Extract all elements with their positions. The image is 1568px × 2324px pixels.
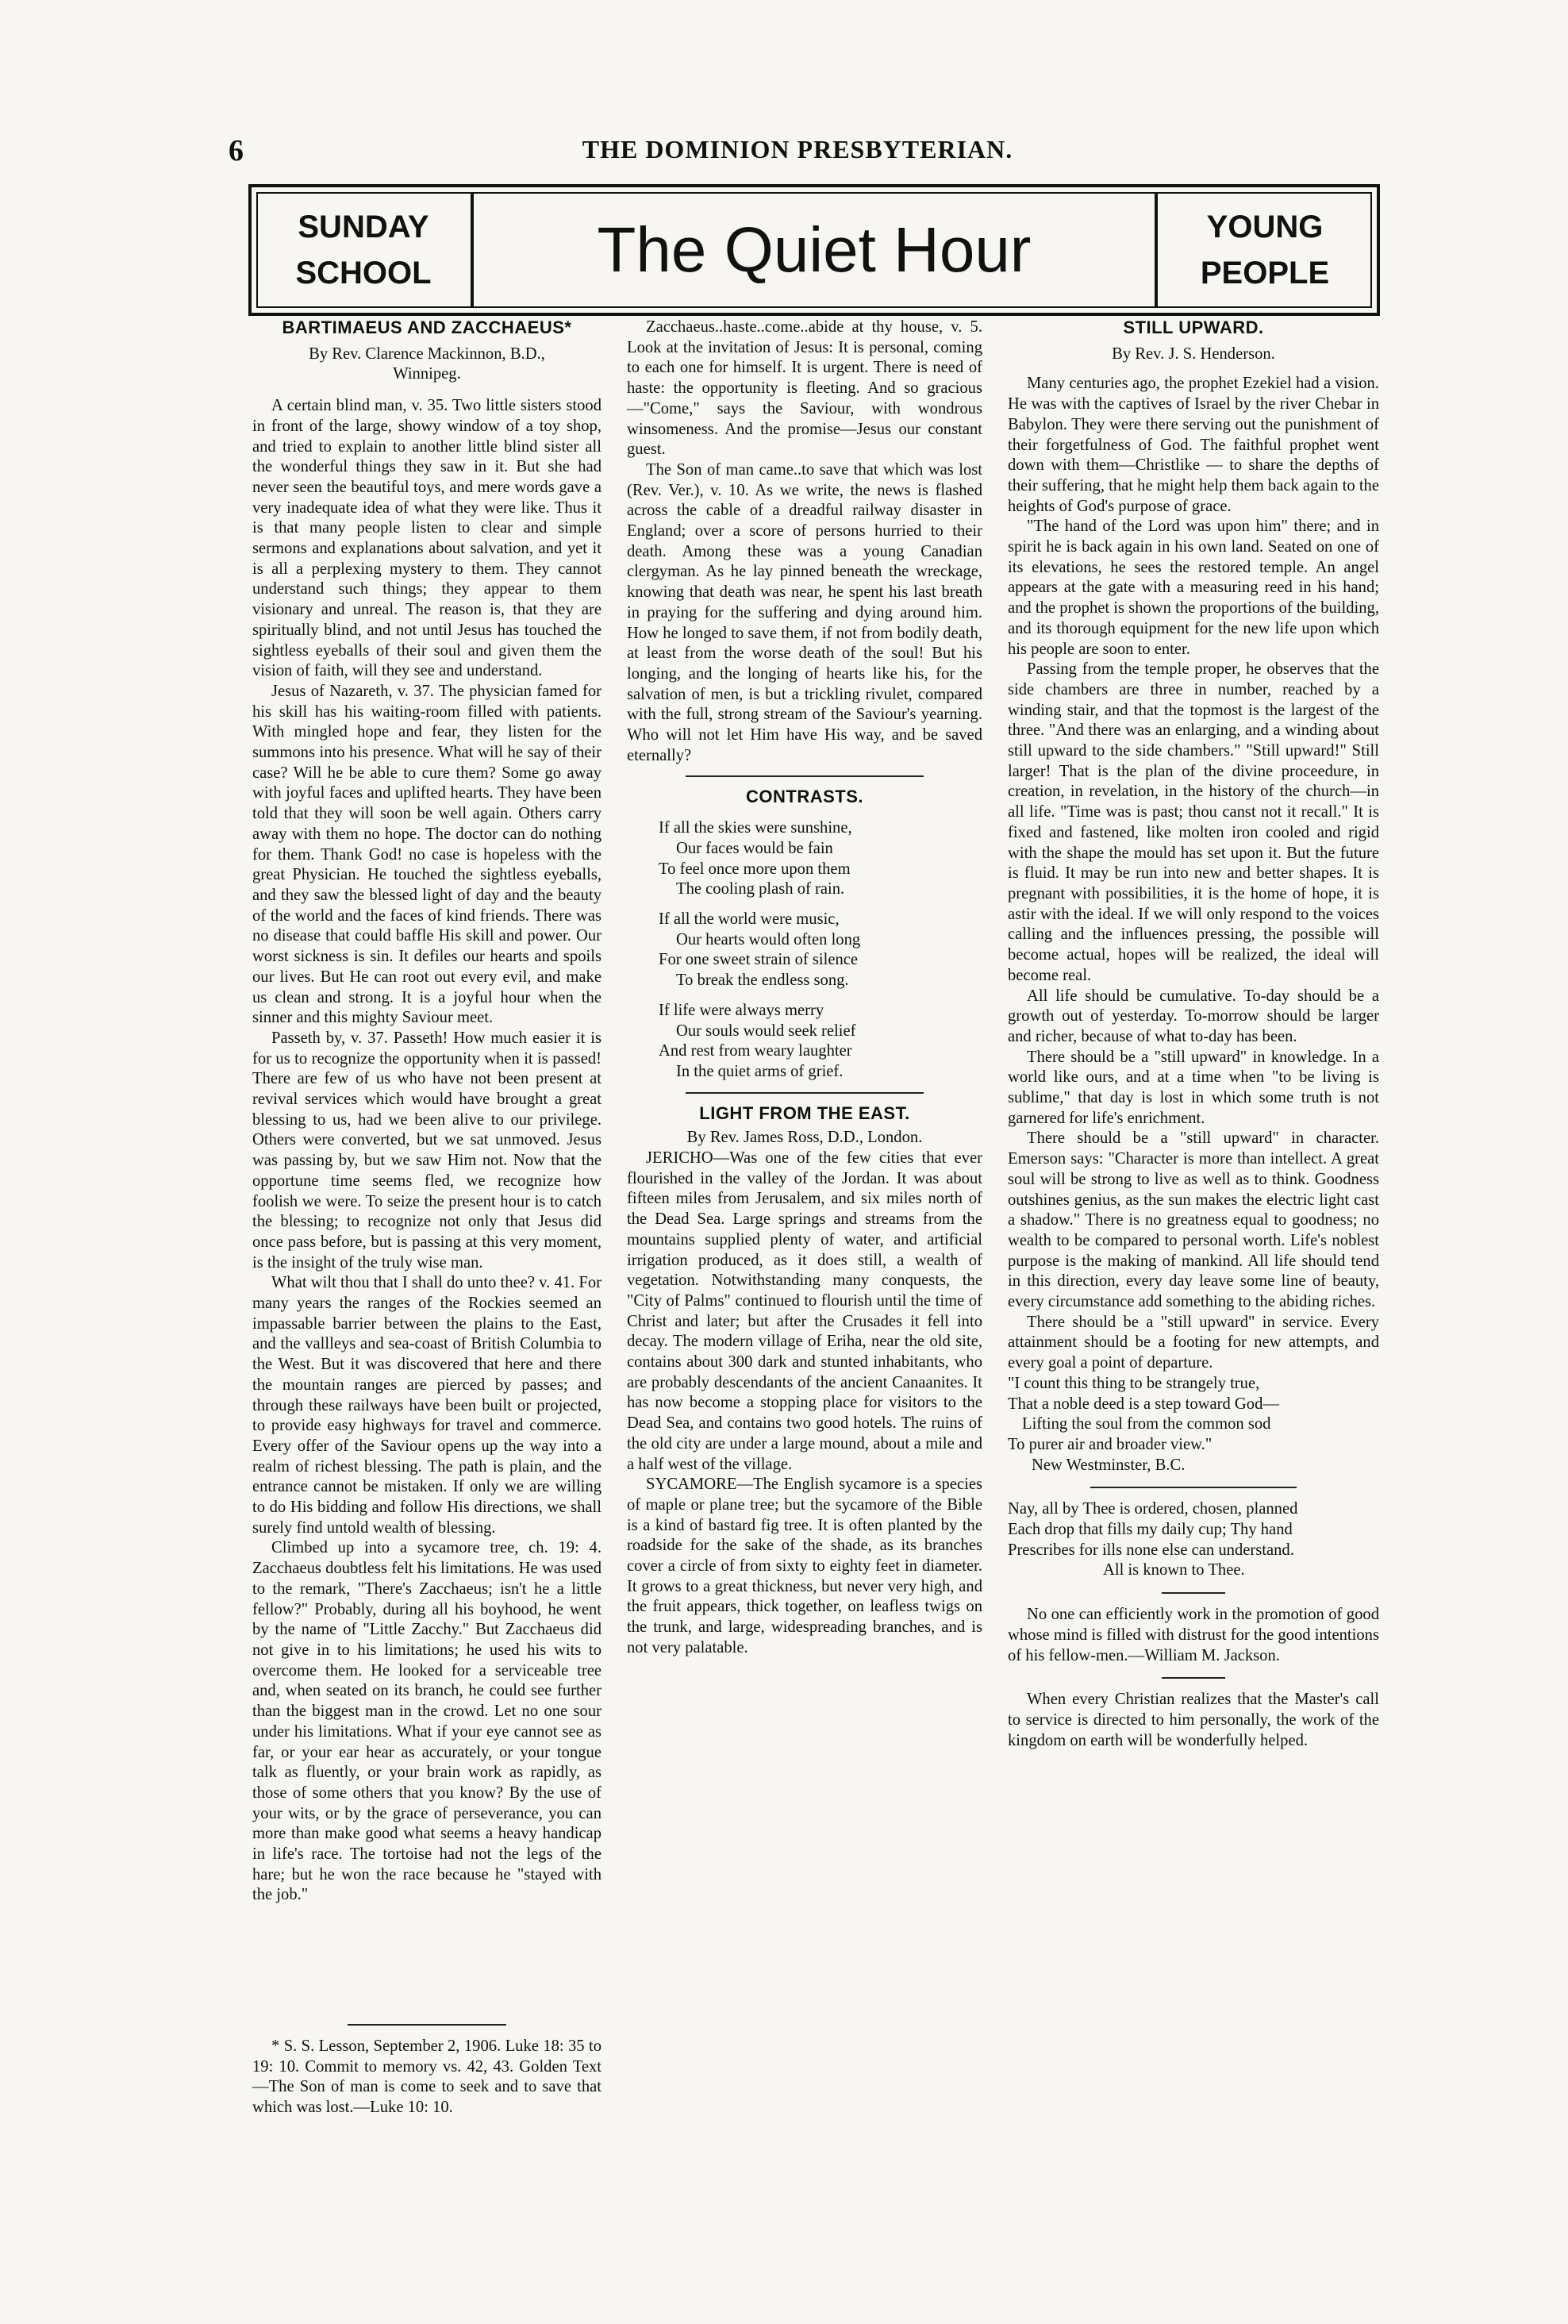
poem-line: For one sweet strain of silence: [659, 951, 859, 969]
verse-line: Nay, all by Thee is ordered, chosen, planned: [1008, 1500, 1298, 1518]
upward-paragraph: There should be a "still upward" in character. Emerson says: "Character is more than intellect. A great soul will be strong to live as well as to think. Goodness outshines genius, as the sun makes the electric light cast a shadow." There is no greatness equal to goodness; no wealth to be compared to personal worth. Life's noblest purpose is the making of mankind. All life should tend in this direction, every day leave some line of beauty, every circumstance add something to the abiding riches.: [1008, 1129, 1379, 1311]
poem-line: Our hearts would often long: [676, 930, 861, 948]
section-banner: [248, 184, 1380, 316]
upward-verse: [1008, 1374, 1379, 1456]
bartimaeus-paragraph: A certain blind man, v. 35. Two little sisters stood in front of the large, showy window of a toy shop, and tried to explain to another little blind sister all the wonderful things they saw in it. But she had never seen the beautiful toys, and mere words gave a very inadequate idea of what they were like. Thus it is that many people listen to clear and simple sermons and explanations about salvation, and yet it is all a perplexing mystery to them. They cannot understand such things; they appear to them visionary and unreal. The reason is, that they are spiritually blind, and not until Jesus has touched the sightless eyeballs of their soul and given them the vision of faith, will they see and understand.: [252, 397, 601, 680]
page-number: 6: [229, 134, 244, 167]
poem-line: And rest from weary laughter: [659, 1042, 852, 1060]
column-middle: [627, 317, 982, 1659]
verse-line: Each drop that fills my daily cup; Thy hand: [1008, 1521, 1293, 1539]
verse-line: "I count this thing to be strangely true,: [1008, 1374, 1260, 1392]
light-paragraph: SYCAMORE—The English sycamore is a species of maple or plane tree; but the sycamore of the Bible is a kind of bastard fig tree. It is often planted by the roadside for the sake of the shade, as its branches cover a circle of from sixty to eighty feet in diameter. It grows to a great thickness, but never very high, and the fruit appears, thick together, on leafless twigs on the trunk, and large, widespreading branches, and is not very palatable.: [627, 1476, 982, 1656]
bartimaeus-heading: BARTIMAEUS AND ZACCHAEUS*: [282, 317, 572, 337]
bartimaeus-paragraph: Jesus of Nazareth, v. 37. The physician famed for his skill has his waiting-room filled with patients. With mingled hope and fear, they listen for the summons into his presence. What will he say of their case? Will he be able to cure them? Some go away with joyful faces and uplifted hearts. They have been told that they will soon be well again. Others carry away with them no hope. The doctor can do nothing for them. Thank God! no case is hopeless with the great Physician. He touched the sightless eyeballs, and they saw the blessed light of day and the beauty of the world and the faces of kind friends. There was no disease that could baffle His skill and power. Our worst sickness is sin. It defiles our hearts and spoils our lives. But He can root out every evil, and make us clean and strong. It is a joyful hour when the sinner and this mighty Saviour meet.: [252, 682, 601, 1027]
section-rule: [686, 775, 924, 777]
section-rule: [1162, 1592, 1225, 1594]
poem-line: To feel once more upon them: [659, 860, 851, 878]
upward-paragraph: "The hand of the Lord was upon him" there; and in spirit he is back again in his own land. Seated on one of its elevations, he sees the restored temple. An angel appears at the gate with a measuring reed in his hand; and the prophet is shown the proportions of the building, and its thorough equipment for the new life upon which his people are soon to enter.: [1008, 518, 1379, 658]
poem-line: Our souls would seek relief: [676, 1022, 856, 1040]
section-rule: [1090, 1487, 1297, 1488]
poem-line: If life were always merry: [659, 1001, 824, 1019]
column-right: [1008, 317, 1379, 1751]
section-rule: [686, 1092, 924, 1094]
light-paragraph: JERICHO—Was one of the few cities that ever flourished in the valley of the Jordan. It was about fifteen miles from Jerusalem, and six miles north of the Dead Sea. Large springs and streams from the mountains supplied plenty of water, and artificial irrigation produced, as it does still, a wealth of vegetation. Notwithstanding many conquests, the "City of Palms" continued to flourish until the time of Christ and later; but after the Crusades it fell into decay. The modern village of Eriha, near the old site, contains about 300 dark and stunted inhabitants, who are probably descendants of the ancient Canaanites. It has now become a stopping place for visitors to the Dead Sea, and contains two good hotels. The ruins of the old city are under a large mound, about a mile and a half west of the village.: [627, 1149, 982, 1473]
upward-paragraph: Passing from the temple proper, he observes that the side chambers are three in number, reached by a winding stair, and that the topmost is the largest of the three. "And there was an enlarging, and a winding about still upward to the side chambers." "Still upward!" Still larger! That is the plan of the divine proceedure, in creation, in revelation, in the history of the church—in all life. "Time was is past; thou canst not it recall." It is fixed and fastened, like molten iron cooled and rigid with the shape the mould has set upon it. But the future is fluid. It may be run into new and better shapes. It is pregnant with possibilities, it is the home of hope, it is astir with the ideal. If we will only respond to the voices calling and the influences pressing, the possible will become actual, hopes will be realized, the ideal will become real.: [1008, 660, 1379, 984]
lesson-footnote: [252, 2024, 601, 2118]
banner-right-line-1: YOUNG: [1206, 210, 1324, 244]
verse-line: All is known to Thee.: [1103, 1561, 1245, 1579]
footnote-text: * S. S. Lesson, September 2, 1906. Luke 18: 35 to 19: 10. Commit to memory vs. 42, 43. Golden Text—The Son of man is come to seek and to save that which was lost.—Luke 10: 10.: [252, 2037, 601, 2117]
bartimaeus-paragraph: What wilt thou that I shall do unto thee? v. 41. For many years the ranges of the Rockies seemed an impassable barrier between the plains to the East, and the vallleys and sea-coast of British Columbia to the West. But it was discovered that here and there the mountain ranges are pierced by passes; and through these railways have been built or projected, to provide easy highways for travel and commerce. Every offer of the Saviour opens up the way into a realm of richest blessing. The path is plain, and the entrance cannot be mistaken. If only we are willing to do His bidding and follow His directions, we shall surely find untold wealth of blessing.: [252, 1274, 601, 1537]
contrasts-poem: [659, 818, 982, 1082]
light-byline: By Rev. James Ross, D.D., London.: [686, 1129, 923, 1147]
verse-line: To purer air and broader view.": [1008, 1435, 1213, 1453]
banner-left-label: [256, 192, 474, 308]
banner-title: The Quiet Hour: [597, 214, 1032, 285]
bartimaeus-byline-2: Winnipeg.: [393, 365, 461, 383]
bartimaeus-paragraph: The Son of man came..to save that which was lost (Rev. Ver.), v. 10. As we write, the news is flashed across the cable of a dreadful railway disaster in England; over a score of persons hurried to their death. Among these was a young Canadian clergyman. As he lay pinned beneath the wreckage, knowing that death was near, he spent his last breath in praying for the suffering and dying around him. How he longed to save them, if not from bodily death, at least from the worse death of the soul! But his longing, and the longing of hearts like his, for the salvation of men, is but a trickling rivulet, compared with the full, strong stream of the Saviour's yearning. Who will not let Him have His way, and be saved eternally?: [627, 460, 982, 764]
verse-line: Prescribes for ills none else can understand.: [1008, 1541, 1294, 1559]
bartimaeus-paragraph: Climbed up into a sycamore tree, ch. 19: 4. Zacchaeus doubtless felt his limitations. He was used to the remark, "There's Zacchaeus; isn't he a little fellow?" Probably, during all his boyhood, he went by the name of "Little Zacchy." But Zacchaeus did not give in to his limitations; he used his wits to overcome them. He looked for a serviceable tree and, when seated on its branch, he could see further than the biggest man in the crowd. Let no one sour under his limitations. What if your eye cannot see as far, or your ear hear as accurately, or your tongue talk as fluently, or your brain work as rapidly, as those of some others that you know? By the use of your wits, or by the grace of perseverance, you can more than make good what seems a heavy handicap in life's race. The tortoise had not the legs of the hare; but he won the race because he "stayed with the job.": [252, 1539, 601, 1904]
banner-left-line-1: SUNDAY: [298, 210, 429, 244]
banner-right-label: [1155, 192, 1372, 308]
verse-line: That a noble deed is a step toward God—: [1008, 1395, 1279, 1413]
poem-line: If all the world were music,: [659, 910, 840, 928]
poem-line: To break the endless song.: [676, 972, 849, 990]
verse-line: Lifting the soul from the common sod: [1022, 1415, 1271, 1433]
poem-line: Our faces would be fain: [676, 839, 833, 857]
contrasts-heading: CONTRASTS.: [746, 787, 863, 807]
poem-line: If all the skies were sunshine,: [659, 819, 852, 837]
christian-quote: When every Christian realizes that the Master's call to service is directed to him personally, the work of the kingdom on earth will be wonderfully helped.: [1008, 1691, 1379, 1749]
poem-line: In the quiet arms of grief.: [676, 1062, 844, 1080]
upward-paragraph: There should be a "still upward" in service. Every attainment should be a footing for new attempts, and every goal a point of departure.: [1008, 1313, 1379, 1372]
upward-paragraph: There should be a "still upward" in knowledge. In a world like ours, and at a time when "to be living is sublime," that day is lost in which some truth is not garnered for life's enrichment.: [1008, 1048, 1379, 1127]
section-rule: [1162, 1677, 1225, 1679]
column-left: [252, 317, 601, 1906]
poem-line: The cooling plash of rain.: [676, 880, 845, 898]
upward-paragraph: Many centuries ago, the prophet Ezekiel had a vision. He was with the captives of Israel by the river Chebar in Babylon. They were there serving out the punishment of their forgetfulness of God. The faithful prophet went down with them—Christlike — to share the depths of their suffering, that he might help them back again to the heights of God's purpose of grace.: [1008, 375, 1379, 515]
publication-title: THE DOMINION PRESBYTERIAN.: [582, 135, 1013, 164]
jackson-quote: No one can efficiently work in the promotion of good whose mind is filled with distrust for the good intentions of his fellow-men.—William M. Jackson.: [1008, 1606, 1379, 1664]
upward-paragraph: All life should be cumulative. To-day should be a growth out of yesterday. To-morrow should be larger and richer, because of what to-day has been.: [1008, 987, 1379, 1045]
running-head: [214, 133, 1381, 168]
banner-right-line-2: PEOPLE: [1200, 256, 1330, 290]
upward-byline: By Rev. J. S. Henderson.: [1112, 344, 1275, 363]
bartimaeus-paragraph: Zacchaeus..haste..come..abide at thy house, v. 5. Look at the invitation of Jesus: It is personal, coming to each one for himself. It is urgent. There is need of haste: the opportunity is fleeting. And so gracious—"Come," says the Saviour, with wondrous winsomeness. And the promise—Jesus our constant guest.: [627, 318, 982, 459]
upward-heading: STILL UPWARD.: [1123, 317, 1264, 337]
light-heading: LIGHT FROM THE EAST.: [699, 1102, 910, 1123]
bartimaeus-byline-1: By Rev. Clarence Mackinnon, B.D.,: [309, 344, 545, 363]
banner-left-line-2: SCHOOL: [295, 256, 432, 290]
nay-verse: [1008, 1499, 1379, 1581]
upward-place: New Westminster, B.C.: [1032, 1456, 1186, 1474]
bartimaeus-paragraph: Passeth by, v. 37. Passeth! How much easier it is for us to recognize the opportunity when it is passed! There are few of us who have not been present at revival services which would have brought a great blessing to us, had we been alive to our privilege. Others were converted, but we sat unmoved. Jesus was passing by, but we saw Him not. Now that the opportune time seems fled, we recognize how foolish we were. To seize the present hour is to catch the blessing; to recognize not only that Jesus did once pass before, but is passing at this very moment, is the insight of the truly wise man.: [252, 1029, 601, 1272]
footnote-rule: [348, 2024, 506, 2026]
